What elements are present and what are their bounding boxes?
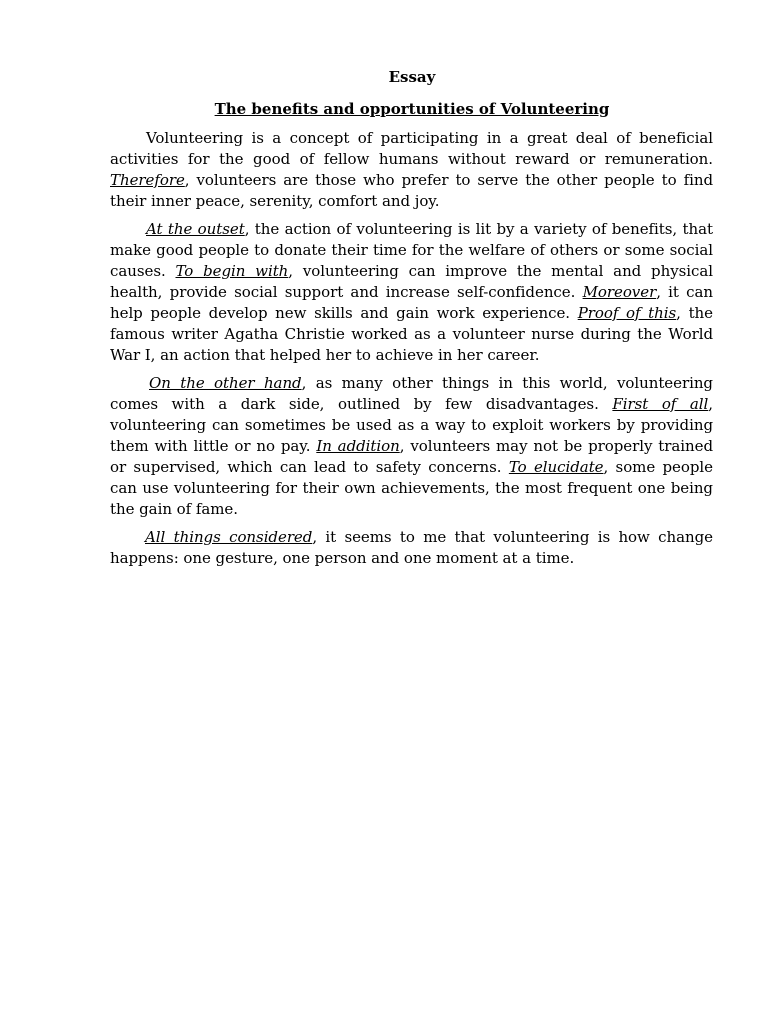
paragraph-4 <box>110 527 713 569</box>
transition-phrase: Therefore <box>110 171 185 189</box>
paragraph-1 <box>110 128 713 212</box>
paragraph-2 <box>110 219 713 366</box>
transition-phrase: In addition <box>316 437 400 455</box>
essay-label: Essay <box>388 68 436 86</box>
text-segment: , as many other things in this world, volunteering comes with a dark side, outlined by few disadvantages. <box>110 374 713 413</box>
transition-phrase: On the other hand <box>149 374 302 392</box>
transition-phrase: Moreover <box>582 283 657 301</box>
text-segment: , it seems to me that volunteering is how change happens: one gesture, one person and one moment at a time. <box>110 528 714 567</box>
paragraph-3 <box>110 373 713 520</box>
text-segment: , volunteers may not be properly trained or supervised, which can lead to safety concerns. <box>110 437 714 476</box>
transition-phrase: First of all <box>612 395 709 413</box>
text-segment: , the action of volunteering is lit by a variety of benefits, that make good people to donate their time for the welfare of others or some social causes. <box>110 220 713 280</box>
transition-phrase: To elucidate <box>508 458 604 476</box>
text-segment: , the famous writer Agatha Christie worked as a volunteer nurse during the World War I, an action that helped her to achieve in her career. <box>110 304 713 364</box>
text-segment: , some people can use volunteering for their own achievements, the most frequent one being the gain of fame. <box>110 458 713 518</box>
text-segment: , it can help people develop new skills and gain work experience. <box>110 283 714 322</box>
essay-body <box>110 128 713 576</box>
text-segment: Volunteering is a concept of participating in a great deal of beneficial activities for the good of fellow humans without reward or remuneration. <box>110 129 713 168</box>
transition-phrase: Proof of this <box>577 304 677 322</box>
transition-phrase: To begin with <box>175 262 289 280</box>
text-segment: , volunteering can improve the mental and physical health, provide social support and increase self-confidence. <box>110 262 713 301</box>
text-segment: , volunteering can sometimes be used as a way to exploit workers by providing them with little or no pay. <box>110 395 713 455</box>
transition-phrase: All things considered <box>145 528 313 546</box>
transition-phrase: At the outset <box>146 220 245 238</box>
essay-title: The benefits and opportunities of Volunteering <box>214 100 610 118</box>
text-segment: , volunteers are those who prefer to serve the other people to find their inner peace, serenity, comfort and joy. <box>110 171 713 210</box>
